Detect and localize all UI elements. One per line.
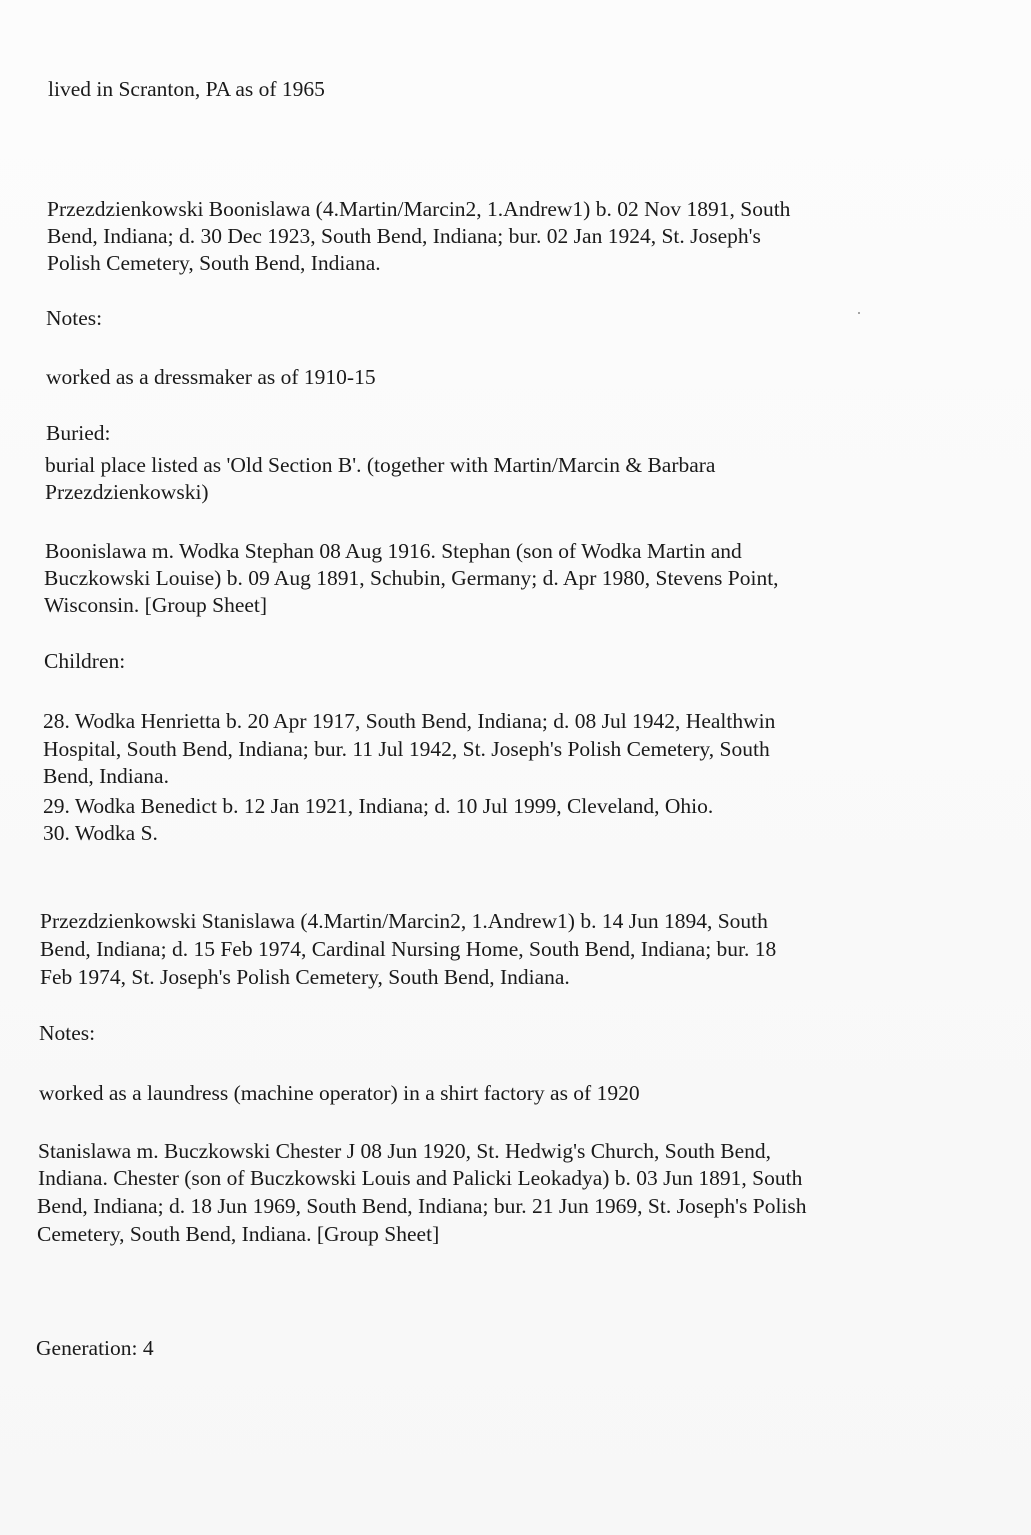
person1-notes-label: Notes:	[46, 306, 103, 330]
person2-entry-line-3: Feb 1974, St. Joseph's Polish Cemetery, South Bend, Indiana.	[40, 965, 570, 989]
generation-label: Generation: 4	[36, 1336, 154, 1360]
person1-buried-line-1: burial place listed as 'Old Section B'. (together with Martin/Marcin & Barbara	[45, 453, 716, 477]
person2-marriage-line-1: Stanislawa m. Buczkowski Chester J 08 Jun 1920, St. Hedwig's Church, South Bend,	[38, 1139, 772, 1163]
person2-notes-label: Notes:	[39, 1021, 96, 1045]
person1-children-label: Children:	[44, 649, 126, 673]
person1-entry-line-3: Polish Cemetery, South Bend, Indiana.	[47, 251, 381, 275]
person1-entry-line-1: Przezdzienkowski Boonislawa (4.Martin/Marcin2, 1.Andrew1) b. 02 Nov 1891, South	[47, 197, 791, 221]
person1-note: worked as a dressmaker as of 1910-15	[46, 365, 376, 389]
child-29-line: 29. Wodka Benedict b. 12 Jan 1921, Indiana; d. 10 Jul 1999, Cleveland, Ohio.	[43, 794, 714, 818]
person2-marriage-line-3: Bend, Indiana; d. 18 Jun 1969, South Bend, Indiana; bur. 21 Jun 1969, St. Joseph's Polish	[37, 1194, 807, 1218]
person1-buried-line-2: Przezdzienkowski)	[45, 480, 209, 504]
scan-speck	[858, 312, 860, 314]
person1-marriage-line-3: Wisconsin. [Group Sheet]	[44, 593, 268, 617]
child-28-line-2: Hospital, South Bend, Indiana; bur. 11 Jul 1942, St. Joseph's Polish Cemetery, South	[43, 737, 770, 761]
person1-marriage-line-1: Boonislawa m. Wodka Stephan 08 Aug 1916. Stephan (son of Wodka Martin and	[45, 539, 742, 563]
person1-marriage-line-2: Buczkowski Louise) b. 09 Aug 1891, Schubin, Germany; d. Apr 1980, Stevens Point,	[44, 566, 779, 590]
child-30-line: 30. Wodka S.	[43, 821, 158, 845]
person1-buried-label: Buried:	[46, 421, 111, 445]
person2-note: worked as a laundress (machine operator) in a shirt factory as of 1920	[39, 1081, 640, 1105]
residence-line: lived in Scranton, PA as of 1965	[48, 77, 325, 101]
child-28-line-3: Bend, Indiana.	[43, 764, 169, 788]
child-28-line-1: 28. Wodka Henrietta b. 20 Apr 1917, South Bend, Indiana; d. 08 Jul 1942, Healthwin	[43, 709, 776, 733]
person2-entry-line-1: Przezdzienkowski Stanislawa (4.Martin/Marcin2, 1.Andrew1) b. 14 Jun 1894, South	[40, 909, 768, 933]
person2-marriage-line-4: Cemetery, South Bend, Indiana. [Group Sheet]	[37, 1222, 440, 1246]
person2-marriage-line-2: Indiana. Chester (son of Buczkowski Louis and Palicki Leokadya) b. 03 Jun 1891, South	[38, 1166, 803, 1190]
person2-entry-line-2: Bend, Indiana; d. 15 Feb 1974, Cardinal Nursing Home, South Bend, Indiana; bur. 18	[40, 937, 777, 961]
person1-entry-line-2: Bend, Indiana; d. 30 Dec 1923, South Bend, Indiana; bur. 02 Jan 1924, St. Joseph's	[47, 224, 761, 248]
